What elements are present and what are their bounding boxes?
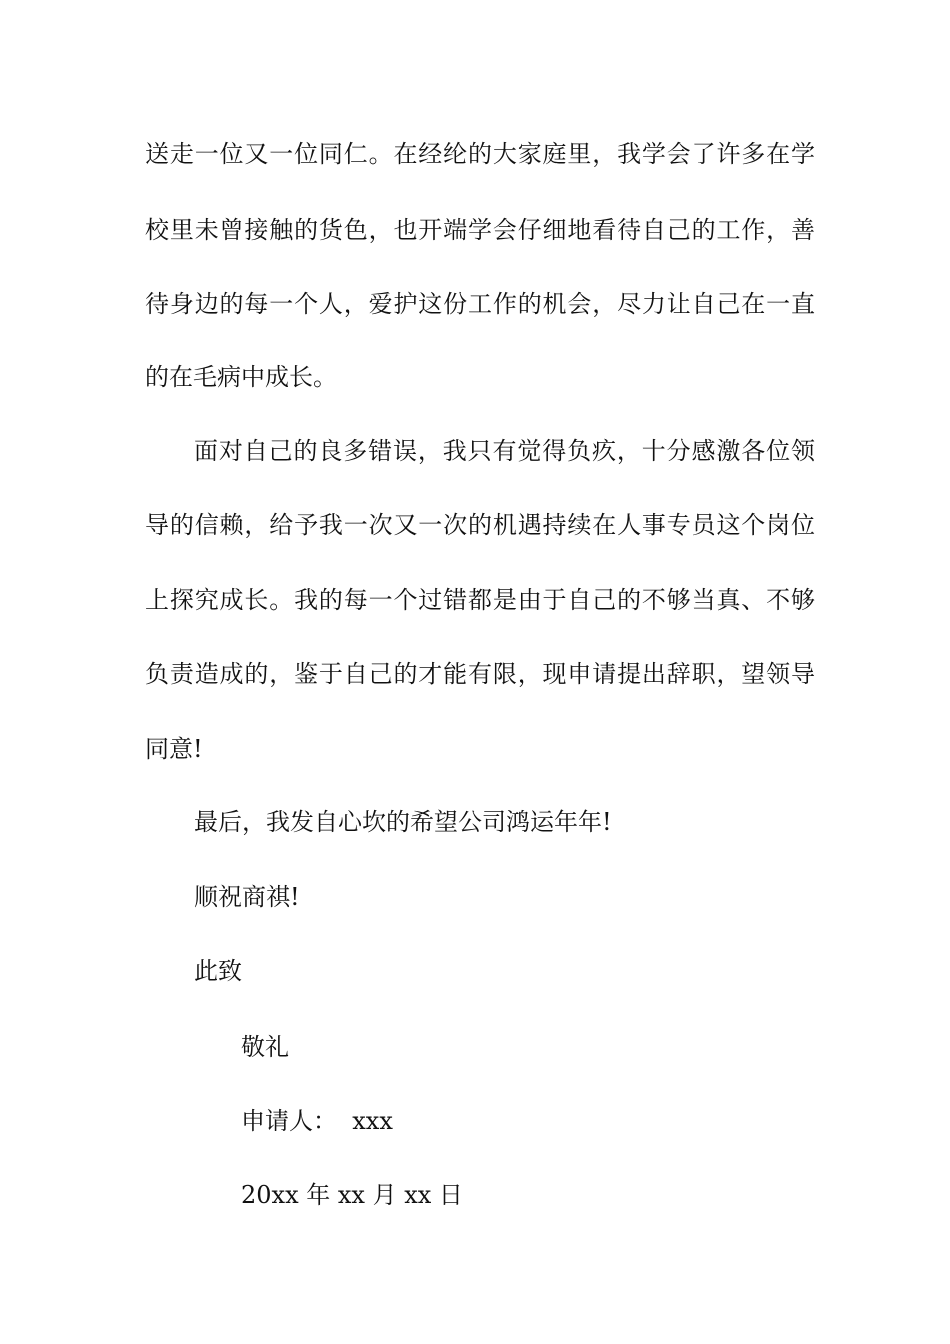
paragraph-2-line-1: 面对自己的良多错误，我只有觉得负疚，十分感激各位领	[194, 437, 815, 465]
closing-wish: 最后，我发自心坎的希望公司鸿运年年!	[194, 808, 612, 836]
salutation-regards: 敬礼	[241, 1033, 289, 1061]
salutation-to: 此致	[194, 957, 242, 985]
paragraph-2-line-2: 导的信赖，给予我一次又一次的机遇持续在人事专员这个岗位	[145, 511, 815, 539]
paragraph-2-line-5: 同意!	[145, 735, 203, 763]
paragraph-2-line-4: 负责造成的，鉴于自己的才能有限，现申请提出辞职，望领导	[145, 660, 815, 688]
date-line: 20xx 年 xx 月 xx 日	[241, 1181, 463, 1209]
paragraph-2-line-3: 上探究成长。我的每一个过错都是由于自己的不够当真、不够	[145, 586, 815, 614]
paragraph-1-line-4: 的在毛病中成长。	[145, 363, 337, 391]
paragraph-1-line-2: 校里未曾接触的货色，也开端学会仔细地看待自己的工作，善	[145, 216, 815, 244]
paragraph-1-line-3: 待身边的每一个人，爱护这份工作的机会，尽力让自己在一直	[145, 290, 815, 318]
applicant-line: 申请人： xxx	[241, 1107, 393, 1135]
blessing: 顺祝商祺!	[194, 883, 300, 911]
paragraph-1-line-1: 送走一位又一位同仁。在经纶的大家庭里，我学会了许多在学	[145, 140, 815, 168]
